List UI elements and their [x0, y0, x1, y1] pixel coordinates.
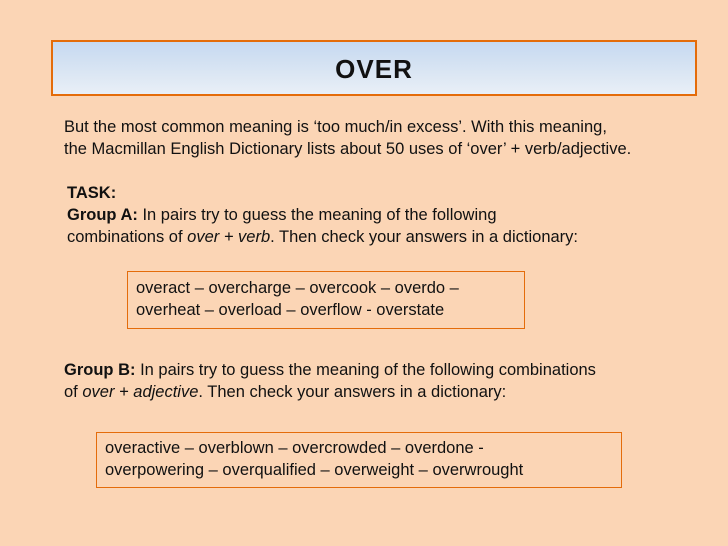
group-a-line-2 [67, 226, 578, 248]
group-a-words-line-2: overheat – overload – overflow - overstate [136, 301, 445, 319]
group-a-word-box [127, 271, 525, 329]
group-a-text-2-italic: over + verb [187, 228, 271, 246]
group-b-line-2 [64, 381, 596, 403]
group-a-label: Group A: [67, 206, 138, 224]
group-b-text-2-italic: over + adjective [82, 383, 199, 401]
group-b-word-box [96, 432, 622, 488]
group-b-words-line-1: overactive – overblown – overcrowded – overdone - [105, 439, 484, 457]
intro-line-1: But the most common meaning is ‘too much/in excess’. With this meaning, [64, 118, 607, 136]
group-b-text-1: In pairs try to guess the meaning of the following combinations [135, 361, 596, 379]
group-b-section [64, 359, 596, 403]
group-b-line-1 [64, 359, 596, 381]
group-a-words-line-1: overact – overcharge – overcook – overdo – [136, 279, 459, 297]
group-b-label: Group B: [64, 361, 136, 379]
task-section [67, 182, 578, 248]
group-a-line-1 [67, 204, 578, 226]
group-b-text-2-pre: of [64, 383, 83, 401]
intro-line-2: the Macmillan English Dictionary lists about 50 uses of ‘over’ + verb/adjective. [64, 140, 632, 158]
group-b-text-2-post: . Then check your answers in a dictionary: [198, 383, 507, 401]
intro-paragraph [64, 116, 631, 160]
title-banner [51, 40, 697, 96]
slide-title: OVER [335, 54, 413, 84]
task-heading: TASK: [67, 184, 117, 202]
group-a-text-2-pre: combinations of [67, 228, 188, 246]
group-b-words-line-2: overpowering – overqualified – overweight – overwrought [105, 461, 524, 479]
group-a-text-1: In pairs try to guess the meaning of the following [137, 206, 497, 224]
group-a-text-2-post: . Then check your answers in a dictionary: [270, 228, 579, 246]
